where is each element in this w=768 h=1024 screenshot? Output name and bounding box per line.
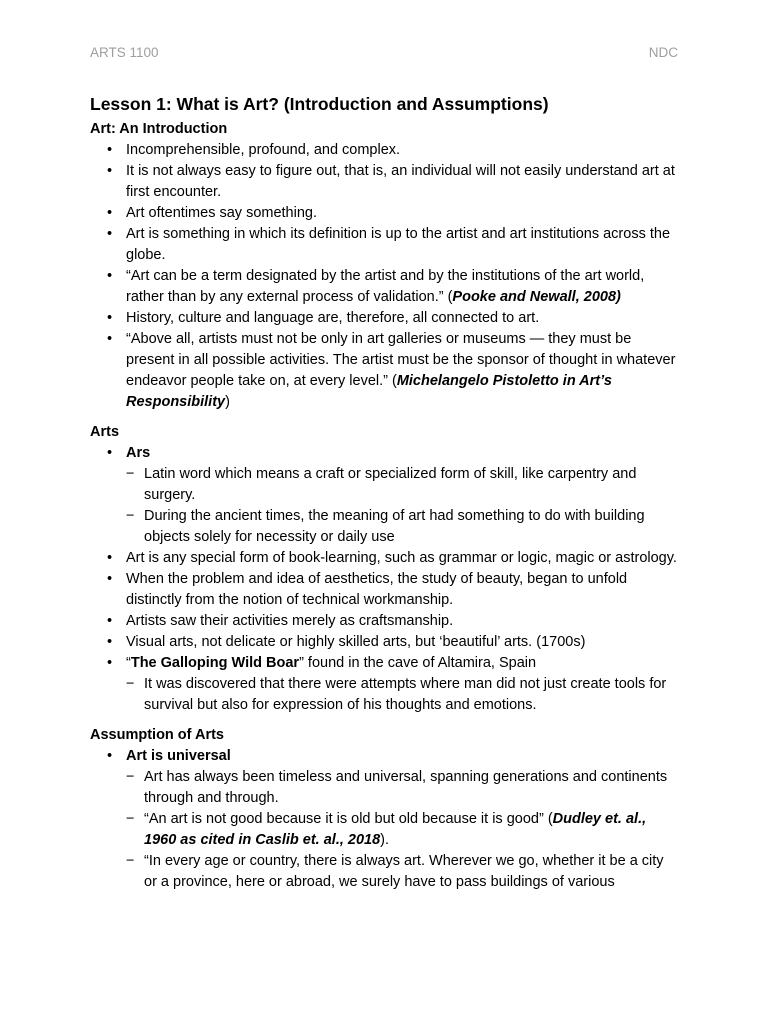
list-item (90, 266, 680, 308)
open-quote: “ (126, 655, 131, 671)
list-item (90, 329, 680, 413)
lesson-title: Lesson 1: What is Art? (Introduction and Assumptions) (90, 94, 549, 114)
section-heading: Art: An Introduction (90, 121, 228, 137)
quote-text: “Art can be a term designated by the artist and by the institutions of the art world, rather than by any external process of validation.” ( (126, 268, 645, 305)
bullet-list (90, 140, 680, 413)
artwork-title: The Galloping Wild Boar (130, 655, 300, 671)
list-item: • Art is something in which its definition is up to the artist and art institutions across the globe. (90, 224, 680, 266)
citation: Pooke and Newall, 2008) (452, 289, 621, 305)
closing-paren: ). (380, 832, 390, 848)
institution-code: NDC (648, 45, 678, 60)
sub-list-item (126, 809, 680, 851)
list-item: • Incomprehensible, profound, and complex. (90, 140, 680, 161)
list-item: • History, culture and language are, therefore, all connected to art. (90, 308, 680, 329)
list-item: • Art oftentimes say something. (90, 203, 680, 224)
sub-list (126, 674, 680, 716)
list-item: • Art is any special form of book-learning, such as grammar or logic, magic or astrology. (90, 548, 680, 569)
sub-list-item: − It was discovered that there were attempts where man did not just create tools for survival but also for expression of his thoughts and emotions. (126, 674, 680, 716)
sub-list-item: − Latin word which means a craft or specialized form of skill, like carpentry and surgery. (126, 464, 680, 506)
list-item (90, 653, 680, 716)
sub-list (126, 464, 680, 548)
citation: Dudley et. al., 1960 as cited in Caslib et. al., 2018 (144, 811, 647, 848)
list-item: • It is not always easy to figure out, that is, an individual will not easily understand art at first encounter. (90, 161, 680, 203)
sub-list-item: − Art has always been timeless and universal, spanning generations and continents through and through. (126, 767, 680, 809)
list-item: • Visual arts, not delicate or highly skilled arts, but ‘beautiful’ arts. (1700s) (90, 632, 680, 653)
term: Ars (126, 445, 151, 461)
section-assumption (90, 725, 680, 893)
course-code: ARTS 1100 (90, 45, 159, 60)
sub-list (126, 767, 680, 893)
list-item (90, 746, 680, 893)
item-text: ” found in the cave of Altamira, Spain (299, 655, 537, 671)
citation: Michelangelo Pistoletto in Art’s Responsibility (126, 373, 612, 410)
list-item: • Artists saw their activities merely as craftsmanship. (90, 611, 680, 632)
section-heading: Arts (90, 424, 120, 440)
section-heading: Assumption of Arts (90, 727, 224, 743)
sub-list-item: − During the ancient times, the meaning of art had something to do with building objects solely for necessity or daily use (126, 506, 680, 548)
sub-list-item: − “In every age or country, there is always art. Wherever we go, whether it be a city or a province, here or abroad, we surely have to pass buildings of various (126, 851, 680, 893)
quote-text: “An art is not good because it is old but old because it is good” ( (144, 811, 553, 827)
section-arts (90, 422, 680, 716)
page-header (90, 45, 678, 60)
list-item: • When the problem and idea of aesthetics, the study of beauty, began to unfold distinctly from the notion of technical workmanship. (90, 569, 680, 611)
quote-text: “Above all, artists must not be only in art galleries or museums — they must be present in all possible activities. The artist must be the sponsor of thought in whatever endeavor people take on, at every level.” ( (126, 331, 676, 389)
document-body (90, 93, 680, 893)
list-item (90, 443, 680, 548)
bullet-list (90, 746, 680, 893)
closing-paren: ) (225, 394, 230, 410)
term: Art is universal (126, 748, 231, 764)
section-introduction (90, 119, 680, 413)
bullet-list (90, 443, 680, 716)
